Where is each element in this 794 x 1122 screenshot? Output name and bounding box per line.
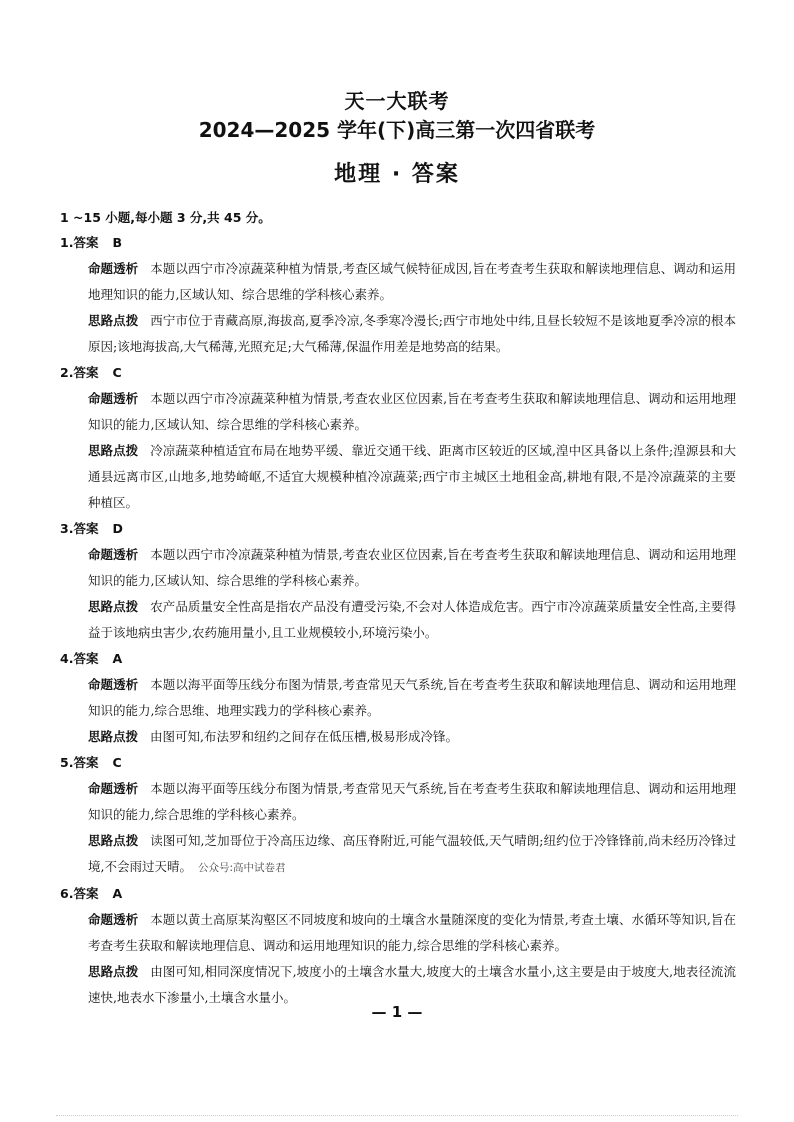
inline-note: 公众号:高中试卷君 [197, 862, 286, 874]
question-item [60, 360, 736, 516]
hint-label: 思路点拨 [88, 443, 139, 458]
hint-text: 由图可知,相同深度情况下,坡度小的土壤含水量大,坡度大的土壤含水量小,这主要是由于坡度大,地表径流流速快,地表水下渗量小,土壤含水量小。 [88, 964, 736, 1005]
answer-label: 答案 [73, 521, 99, 536]
question-number: 3. [60, 521, 74, 536]
answer-label: 答案 [73, 755, 99, 770]
question-item [60, 230, 736, 360]
analysis-paragraph [88, 776, 736, 828]
hint-label: 思路点拨 [88, 599, 139, 614]
answer-letter: A [112, 886, 123, 901]
answer-line [60, 881, 736, 907]
question-item [60, 646, 736, 750]
subject-title: 地理 · 答案 [334, 162, 460, 187]
question-number: 1. [60, 235, 74, 250]
question-number: 5. [60, 755, 74, 770]
question-number: 6. [60, 886, 74, 901]
analysis-paragraph [88, 256, 736, 308]
bottom-divider [56, 1115, 738, 1116]
answer-line [60, 750, 736, 776]
analysis-text: 本题以西宁市冷凉蔬菜种植为情景,考查区域气候特征成因,旨在考查考生获取和解读地理信息、调动和运用地理知识的能力,区域认知、综合思维的学科核心素养。 [88, 261, 736, 302]
analysis-label: 命题透析 [88, 547, 139, 562]
hint-text: 读图可知,芝加哥位于冷高压边缘、高压脊附近,可能气温较低,天气晴朗;纽约位于冷锋锋前,尚未经历冷锋过境,不会雨过天晴。 [88, 833, 736, 874]
analysis-text: 本题以海平面等压线分布图为情景,考查常见天气系统,旨在考查考生获取和解读地理信息、调动和运用地理知识的能力,综合思维、地理实践力的学科核心素养。 [88, 677, 736, 718]
question-item [60, 881, 736, 1011]
analysis-paragraph [88, 907, 736, 959]
hint-paragraph [88, 594, 736, 646]
section-intro: 1 ~15 小题,每小题 3 分,共 45 分。 [60, 210, 271, 225]
hint-label: 思路点拨 [88, 313, 139, 328]
analysis-label: 命题透析 [88, 677, 139, 692]
answer-letter: D [112, 521, 123, 536]
page-number: — 1 — [371, 1003, 423, 1021]
answer-line [60, 230, 736, 256]
answer-line [60, 646, 736, 672]
hint-text: 由图可知,布法罗和纽约之间存在低压槽,极易形成冷锋。 [150, 729, 458, 744]
analysis-text: 本题以海平面等压线分布图为情景,考查常见天气系统,旨在考查考生获取和解读地理信息、调动和运用地理知识的能力,综合思维的学科核心素养。 [88, 781, 736, 822]
answer-label: 答案 [73, 651, 99, 666]
analysis-label: 命题透析 [88, 261, 139, 276]
analysis-paragraph [88, 672, 736, 724]
answer-line [60, 360, 736, 386]
analysis-paragraph [88, 542, 736, 594]
question-number: 4. [60, 651, 74, 666]
answer-line [60, 516, 736, 542]
question-list [60, 230, 736, 1011]
organizer-title: 天一大联考 [344, 89, 450, 113]
document-header [0, 88, 794, 190]
question-item [60, 750, 736, 881]
hint-label: 思路点拨 [88, 964, 139, 979]
hint-label: 思路点拨 [88, 833, 139, 848]
hint-text: 农产品质量安全性高是指农产品没有遭受污染,不会对人体造成危害。西宁市冷凉蔬菜质量安全性高,主要得益于该地病虫害少,农药施用量小,且工业规模较小,环境污染小。 [88, 599, 736, 640]
hint-paragraph [88, 724, 736, 750]
hint-text: 冷凉蔬菜种植适宜布局在地势平缓、靠近交通干线、距离市区较近的区域,湟中区具备以上条件;湟源县和大通县远离市区,山地多,地势崎岖,不适宜大规模种植冷凉蔬菜;西宁市主城区土地租金高,耕地有限,不是冷凉蔬菜的主要种植区。 [88, 443, 736, 510]
answer-letter: A [112, 651, 123, 666]
analysis-label: 命题透析 [88, 781, 139, 796]
exam-title: 2024—2025 学年(下)高三第一次四省联考 [198, 118, 596, 142]
analysis-paragraph [88, 386, 736, 438]
analysis-label: 命题透析 [88, 912, 139, 927]
analysis-text: 本题以黄土高原某沟壑区不同坡度和坡向的土壤含水量随深度的变化为情景,考查土壤、水循环等知识,旨在考查考生获取和解读地理信息、调动和运用地理知识的能力,综合思维的学科核心素养。 [88, 912, 736, 953]
answer-letter: C [112, 365, 122, 380]
hint-label: 思路点拨 [88, 729, 139, 744]
answer-label: 答案 [73, 886, 99, 901]
answer-letter: B [112, 235, 122, 250]
answer-letter: C [112, 755, 122, 770]
hint-text: 西宁市位于青藏高原,海拔高,夏季冷凉,冬季寒冷漫长;西宁市地处中纬,且昼长较短不是该地夏季冷凉的根本原因;该地海拔高,大气稀薄,光照充足;大气稀薄,保温作用差是地势高的结果。 [88, 313, 736, 354]
hint-paragraph [88, 308, 736, 360]
analysis-label: 命题透析 [88, 391, 139, 406]
answer-content [60, 206, 736, 1011]
hint-paragraph [88, 438, 736, 516]
answer-label: 答案 [73, 365, 99, 380]
hint-paragraph [88, 828, 736, 881]
question-item [60, 516, 736, 646]
analysis-text: 本题以西宁市冷凉蔬菜种植为情景,考查农业区位因素,旨在考查考生获取和解读地理信息、调动和运用地理知识的能力,区域认知、综合思维的学科核心素养。 [88, 391, 736, 432]
analysis-text: 本题以西宁市冷凉蔬菜种植为情景,考查农业区位因素,旨在考查考生获取和解读地理信息、调动和运用地理知识的能力,区域认知、综合思维的学科核心素养。 [88, 547, 736, 588]
answer-label: 答案 [73, 235, 99, 250]
question-number: 2. [60, 365, 74, 380]
